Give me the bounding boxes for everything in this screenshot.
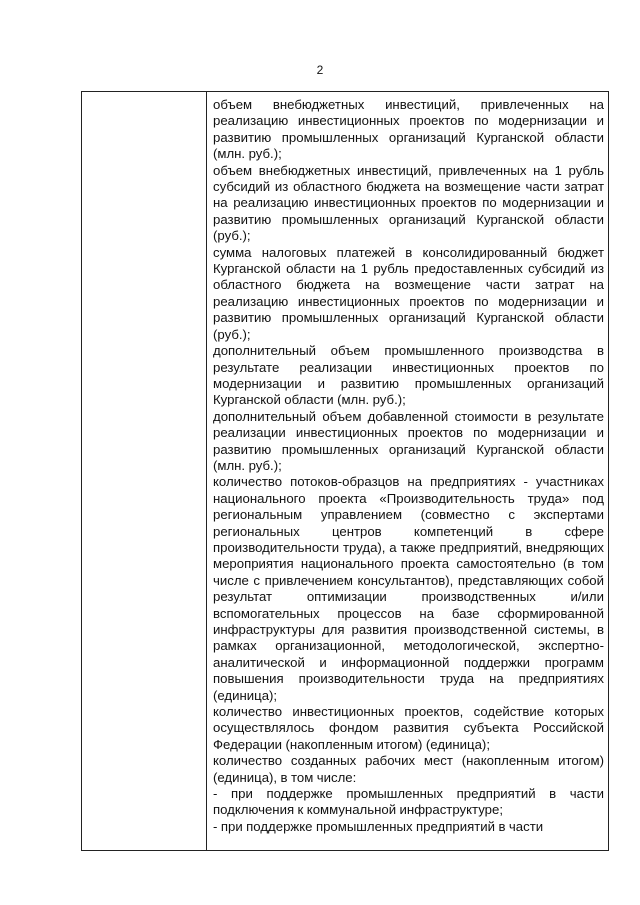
indicator-paragraph: количество инвестиционных проектов, содействие которых осуществлялось фондом развития субъекта Российской Федерации (накопленным итогом) (единица);	[213, 704, 604, 752]
indicators-table	[81, 91, 609, 851]
indicator-paragraph: дополнительный объем добавленной стоимости в результате реализации инвестиционных проектов по модернизации и развитию промышленных организаций Курганской области (млн. руб.);	[213, 408, 604, 473]
indicator-paragraph: количество созданных рабочих мест (накопленным итогом) (единица), в том числе:	[213, 753, 604, 785]
table-cell-left-empty	[82, 92, 207, 851]
indicator-paragraph: объем внебюджетных инвестиций, привлеченных на реализацию инвестиционных проектов по модернизации и развитию промышленных организаций Курганской области (млн. руб.);	[213, 97, 604, 162]
table-cell-indicators	[207, 92, 609, 851]
table-row	[82, 92, 609, 851]
indicator-paragraph: количество потоков-образцов на предприятиях - участниках национального проекта «Производительность труда» под региональным управлением (совместно с экспертами региональных центров компетенций в сфере производительности труда), а также предприятий, внедряющих мероприятия национального проекта самостоятельно (в том числе с привлечением консультантов), представляющих собой результат оптимизации производственных и/или вспомогательных процессов на базе сформированной инфраструктуры для развития производственной системы, в рамках организационной, методологической, экспертно-аналитической и информационной поддержки программ повышения производительности труда на предприятиях (единица);	[213, 474, 604, 703]
indicators-text	[207, 92, 608, 835]
indicator-paragraph: дополнительный объем промышленного производства в результате реализации инвестиционных проектов по модернизации и развитию промышленных организаций Курганской области (млн. руб.);	[213, 343, 604, 408]
page-number: 2	[316, 63, 324, 77]
indicator-paragraph: - при поддержке промышленных предприятий в части подключения к коммунальной инфраструктуре;	[213, 786, 604, 818]
indicator-paragraph: сумма налоговых платежей в консолидированный бюджет Курганской области на 1 рубль предоставленных субсидий из областного бюджета на возмещение части затрат на реализацию инвестиционных проектов по модернизации и развитию промышленных организаций Курганской области (руб.);	[213, 244, 604, 342]
indicator-paragraph: - при поддержке промышленных предприятий в части	[213, 818, 544, 834]
indicator-paragraph: объем внебюджетных инвестиций, привлеченных на 1 рубль субсидий из областного бюджета на возмещение части затрат на реализацию инвестиционных проектов по модернизации и развитию промышленных организаций Курганской области (руб.);	[213, 162, 604, 244]
